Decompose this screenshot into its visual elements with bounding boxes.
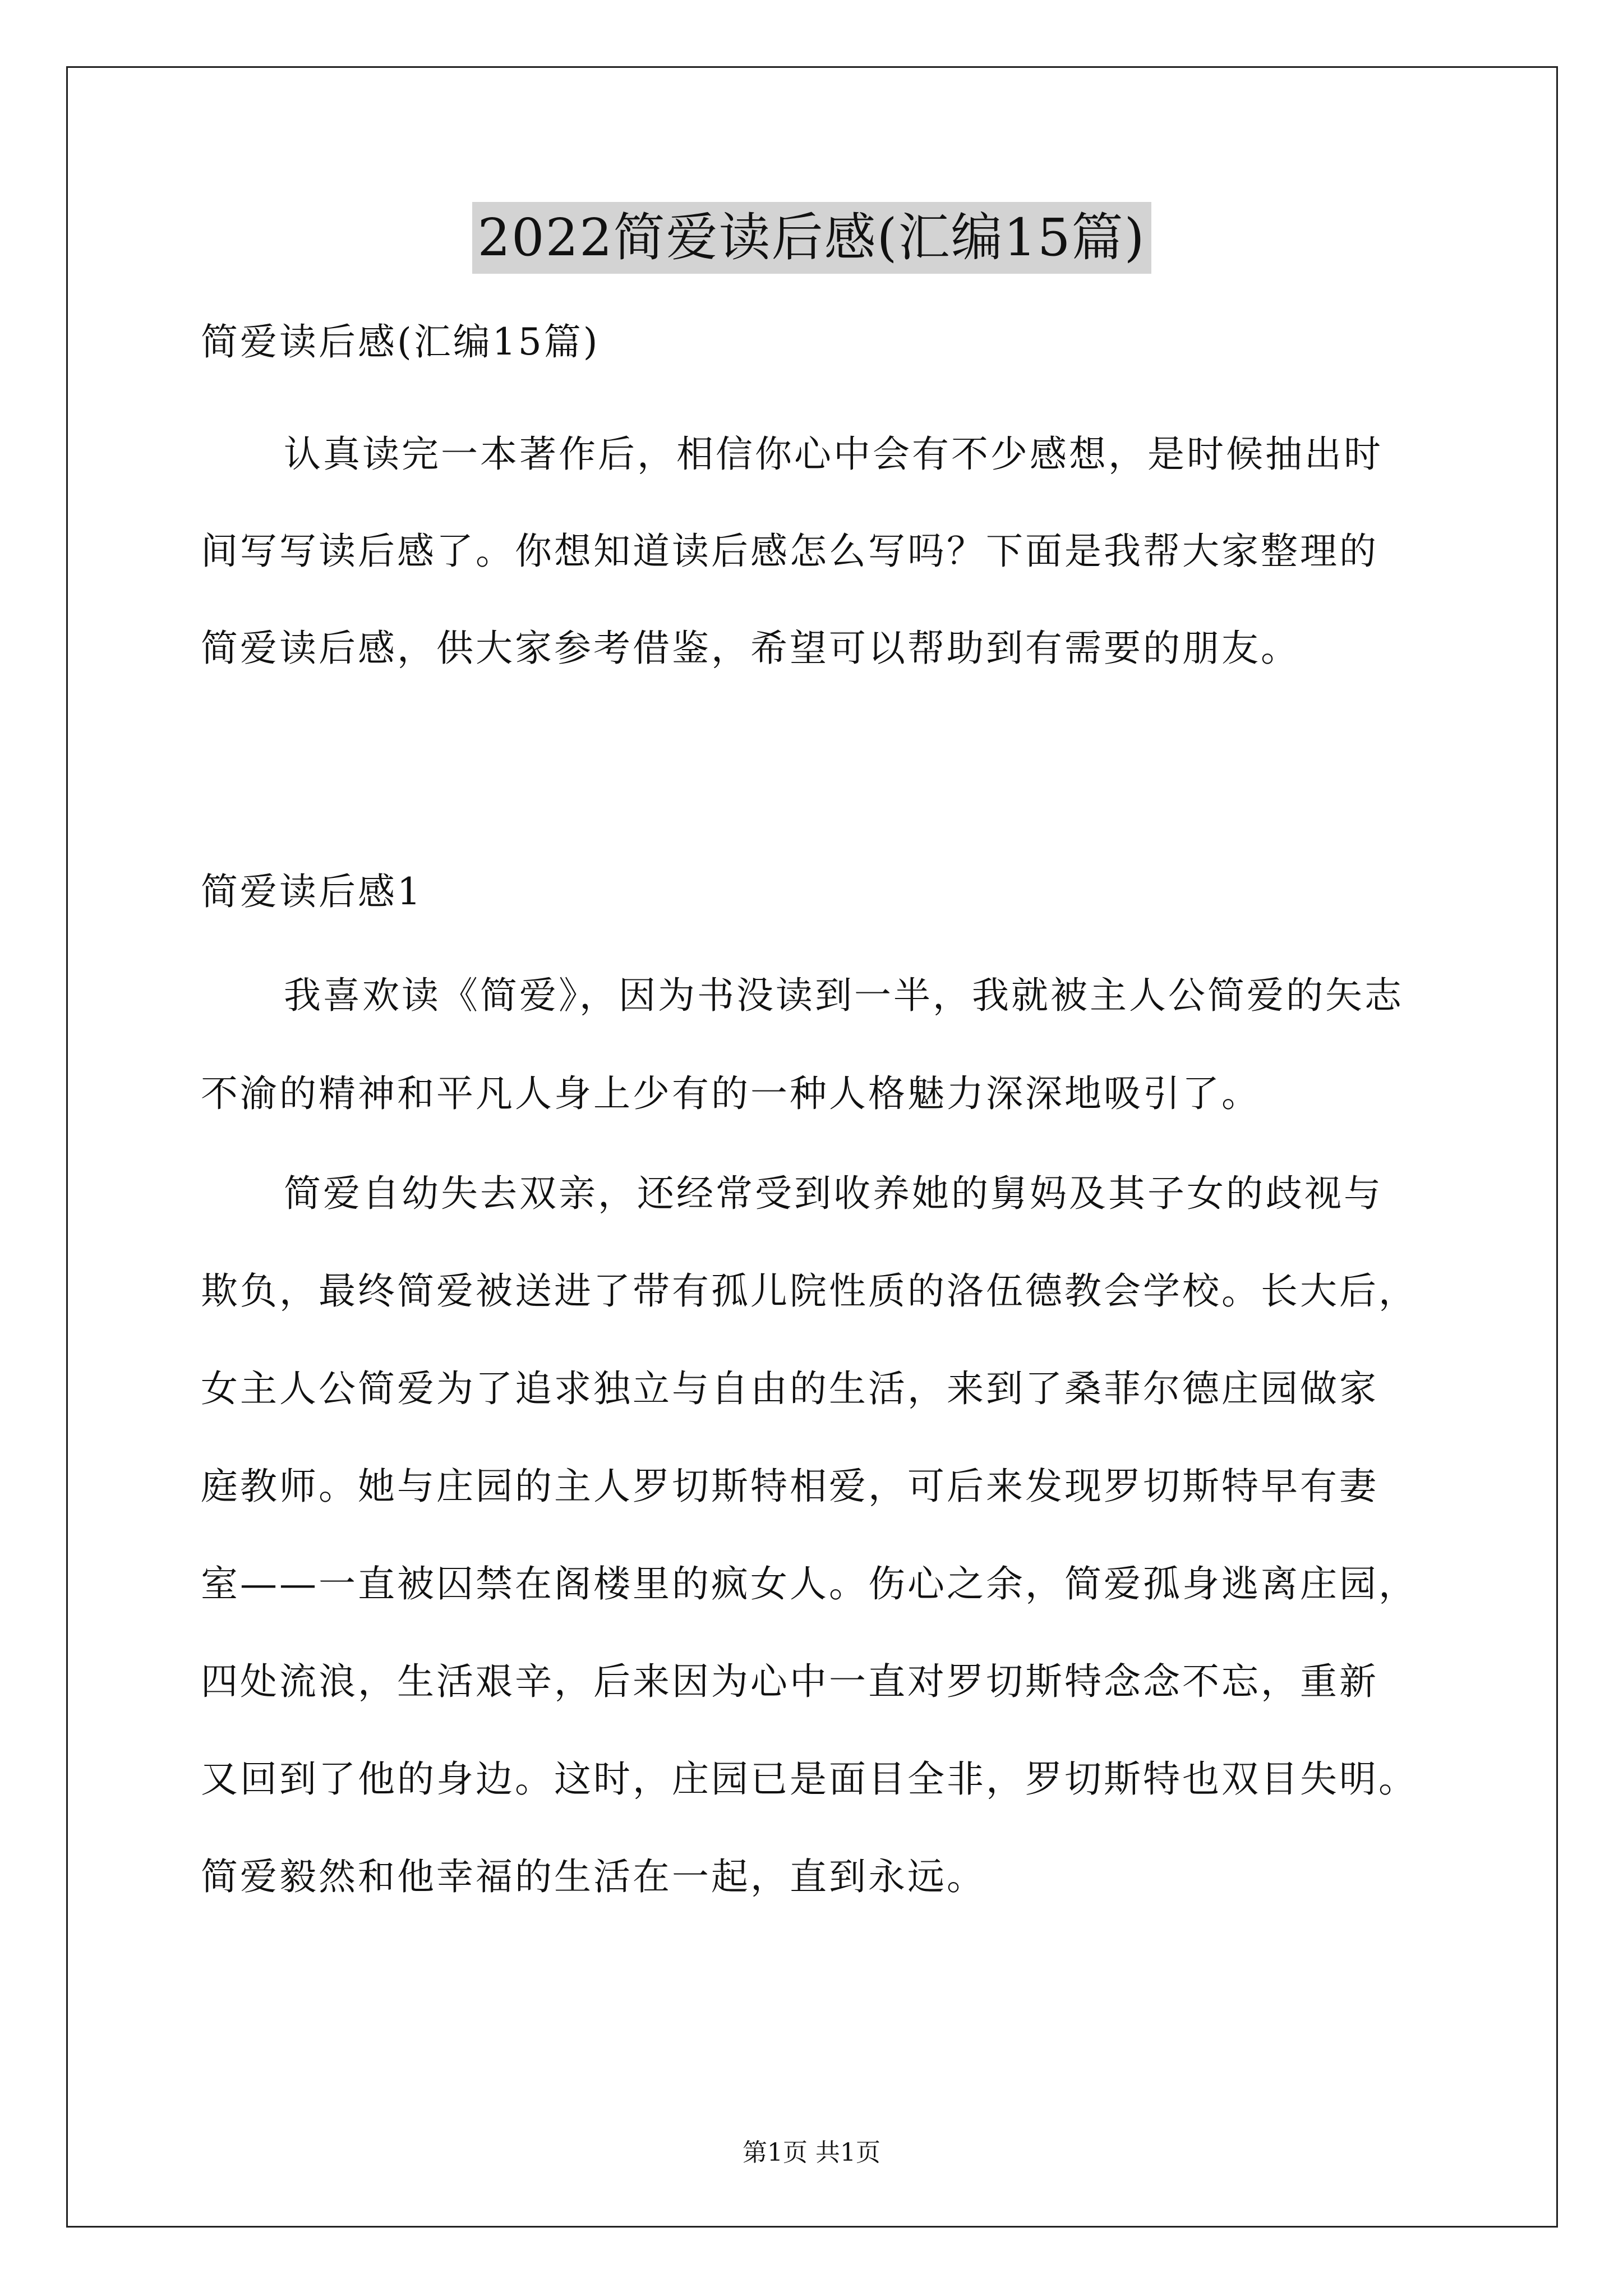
intro-line: 简爱读后感，供大家参考借鉴，希望可以帮助到有需要的朋友。 <box>201 627 1300 670</box>
paragraph-line: 欺负，最终简爱被送进了带有孤儿院性质的洛伍德教会学校。长大后， <box>201 1269 1418 1313</box>
intro-line: 间写写读后感了。你想知道读后感怎么写吗？下面是我帮大家整理的 <box>201 530 1378 573</box>
paragraph-line: 简爱毅然和他幸福的生活在一起，直到永远。 <box>201 1855 986 1898</box>
intro-line: 认真读完一本著作后，相信你心中会有不少感想，是时候抽出时 <box>284 432 1383 476</box>
paragraph-line: 又回到了他的身边。这时，庄园已是面目全非，罗切斯特也双目失明。 <box>201 1757 1418 1801</box>
document-title: 2022简爱读后感(汇编15篇) <box>472 202 1151 274</box>
paragraph-line: 我喜欢读《简爱》，因为书没读到一半，我就被主人公简爱的矢志 <box>284 974 1404 1017</box>
paragraph-line: 室——一直被囚禁在阁楼里的疯女人。伤心之余，简爱孤身逃离庄园， <box>201 1562 1418 1605</box>
section-heading: 简爱读后感1 <box>201 870 423 913</box>
paragraph-line: 四处流浪，生活艰辛，后来因为心中一直对罗切斯特念念不忘，重新 <box>201 1660 1378 1703</box>
paragraph-line: 庭教师。她与庄园的主人罗切斯特相爱，可后来发现罗切斯特早有妻 <box>201 1465 1378 1508</box>
page-number-footer: 第1页 共1页 <box>743 2138 880 2167</box>
subtitle: 简爱读后感(汇编15篇) <box>201 320 600 364</box>
paragraph-line: 女主人公简爱为了追求独立与自由的生活，来到了桑菲尔德庄园做家 <box>201 1367 1378 1410</box>
paragraph-line: 简爱自幼失去双亲，还经常受到收养她的舅妈及其子女的歧视与 <box>284 1172 1383 1215</box>
paragraph-line: 不渝的精神和平凡人身上少有的一种人格魅力深深地吸引了。 <box>201 1072 1261 1115</box>
title-container <box>0 202 1623 274</box>
